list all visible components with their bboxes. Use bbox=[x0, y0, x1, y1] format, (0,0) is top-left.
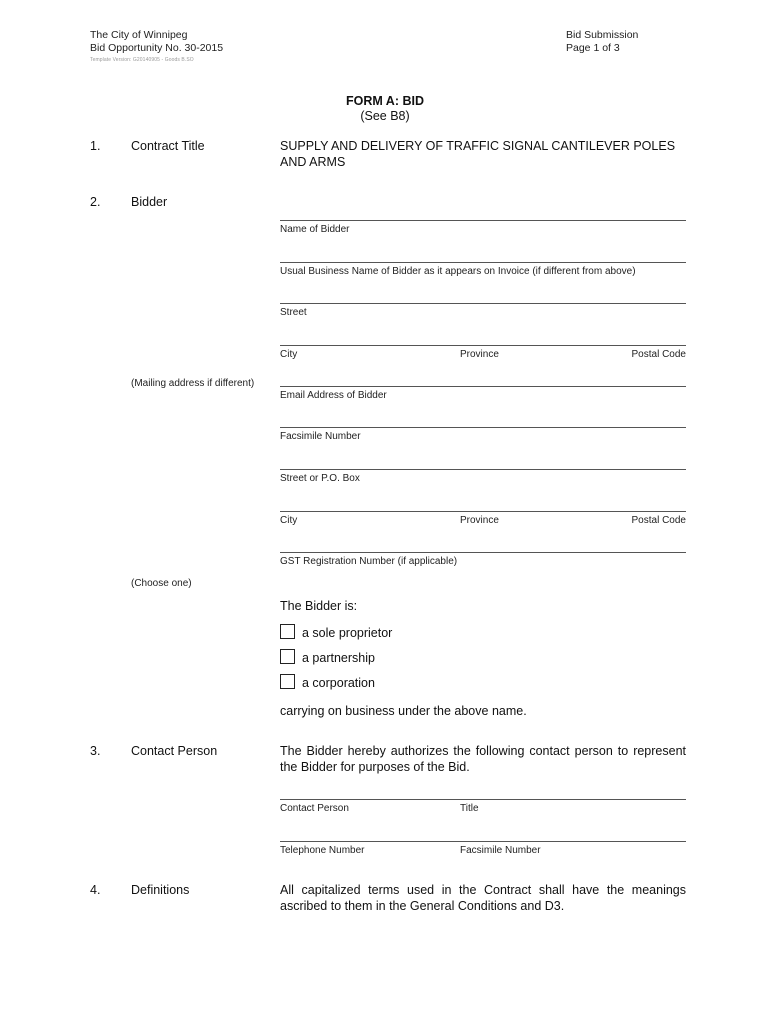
name-of-bidder-label: Name of Bidder bbox=[280, 224, 350, 235]
partnership-label: a partnership bbox=[302, 651, 375, 665]
facsimile-line[interactable] bbox=[280, 427, 686, 428]
corporation-label: a corporation bbox=[302, 676, 375, 690]
header-right bbox=[566, 29, 638, 55]
sole-proprietor-checkbox[interactable] bbox=[280, 624, 295, 639]
template-version-note: Template Version: G20140905 - Goods B.SO bbox=[90, 57, 194, 63]
partnership-checkbox[interactable] bbox=[280, 649, 295, 664]
sole-proprietor-label: a sole proprietor bbox=[302, 626, 393, 640]
street-label: Street bbox=[280, 307, 307, 318]
city-province-postal-line-2[interactable] bbox=[280, 511, 686, 512]
name-of-bidder-line[interactable] bbox=[280, 220, 686, 221]
carrying-on-text: carrying on business under the above name. bbox=[280, 704, 527, 718]
province-label: Province bbox=[460, 349, 499, 360]
telephone-facsimile-line[interactable] bbox=[280, 841, 686, 842]
header-left bbox=[90, 29, 223, 55]
section-3-label: Contact Person bbox=[131, 744, 218, 758]
header-bid-opportunity: Bid Opportunity No. 30-2015 bbox=[90, 42, 224, 54]
contact-facsimile-label: Facsimile Number bbox=[460, 845, 541, 856]
email-line[interactable] bbox=[280, 386, 686, 387]
contract-title-text: SUPPLY AND DELIVERY OF TRAFFIC SIGNAL CANTILEVER POLES AND ARMS bbox=[280, 139, 676, 169]
contact-person-title-line[interactable] bbox=[280, 799, 686, 800]
section-4-label: Definitions bbox=[131, 883, 190, 897]
bidder-is-text: The Bidder is: bbox=[280, 599, 358, 613]
choose-one-note: (Choose one) bbox=[131, 578, 192, 589]
gst-line[interactable] bbox=[280, 552, 686, 553]
street-po-label: Street or P.O. Box bbox=[280, 473, 360, 484]
form-title: FORM A: BID bbox=[346, 94, 424, 108]
section-2-number: 2. bbox=[90, 195, 101, 209]
header-bid-submission: Bid Submission bbox=[566, 29, 639, 41]
header-page-number: Page 1 of 3 bbox=[566, 42, 620, 54]
city-province-postal-line[interactable] bbox=[280, 345, 686, 346]
contact-person-text bbox=[280, 743, 686, 775]
section-1-label: Contract Title bbox=[131, 139, 205, 153]
mailing-address-note: (Mailing address if different) bbox=[131, 378, 255, 389]
contact-person-text-line-1: The Bidder hereby authorizes the following contact person to represent bbox=[280, 744, 686, 758]
section-2-label: Bidder bbox=[131, 195, 168, 209]
city-label: City bbox=[280, 349, 298, 360]
street-po-line[interactable] bbox=[280, 469, 686, 470]
corporation-checkbox[interactable] bbox=[280, 674, 295, 689]
telephone-label: Telephone Number bbox=[280, 845, 365, 856]
header-city: The City of Winnipeg bbox=[90, 29, 188, 41]
postal-code-label-2: Postal Code bbox=[631, 515, 686, 526]
title-label: Title bbox=[460, 803, 479, 814]
province-label-2: Province bbox=[460, 515, 499, 526]
usual-business-name-label: Usual Business Name of Bidder as it appears on Invoice (if different from above) bbox=[280, 266, 636, 277]
section-3-number: 3. bbox=[90, 744, 101, 758]
section-1-number: 1. bbox=[90, 139, 101, 153]
facsimile-label: Facsimile Number bbox=[280, 431, 361, 442]
definitions-text bbox=[280, 882, 686, 914]
street-line[interactable] bbox=[280, 303, 686, 304]
gst-label: GST Registration Number (if applicable) bbox=[280, 556, 458, 567]
postal-code-label: Postal Code bbox=[631, 349, 686, 360]
section-4-number: 4. bbox=[90, 883, 101, 897]
definitions-text-line-2: ascribed to them in the General Conditions and D3. bbox=[280, 899, 565, 913]
contact-person-text-line-2: the Bidder for purposes of the Bid. bbox=[280, 760, 470, 774]
definitions-text-line-1: All capitalized terms used in the Contract shall have the meanings bbox=[280, 883, 686, 897]
city-label-2: City bbox=[280, 515, 298, 526]
usual-business-name-line[interactable] bbox=[280, 262, 686, 263]
email-label: Email Address of Bidder bbox=[280, 390, 387, 401]
contact-person-label: Contact Person bbox=[280, 803, 349, 814]
form-subtitle: (See B8) bbox=[360, 109, 410, 123]
